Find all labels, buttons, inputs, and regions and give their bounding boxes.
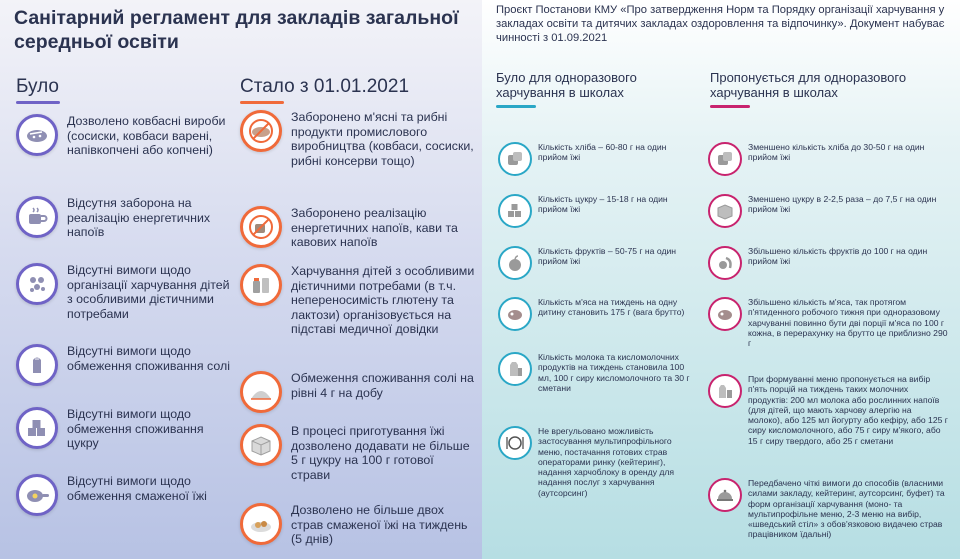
was-item-text: Відсутня заборона на реалізацію енергетичних напоїв bbox=[67, 196, 211, 240]
sugar-cubes-icon bbox=[16, 407, 58, 449]
was-item bbox=[16, 114, 231, 158]
right-was-item-text: Кількість фруктів – 50-75 г на один прийом їжі bbox=[538, 246, 676, 267]
right-was-item bbox=[498, 426, 698, 498]
was-item bbox=[16, 407, 231, 451]
now-item bbox=[240, 503, 475, 547]
right-proposed-item-text: При формуванні меню пропонується на вибір п'ять порцій на тиждень таких молочних продуктів: 200 мл молока або рослинних напоїв (для дітей, що мають харчову алергію на молоко), або 125 мл йогурту або кефіру, або 125 г сиру кисломолочного, або 75 г сиру м'якого, або 15 г сиру твердого, або 25 г сметани bbox=[748, 374, 948, 446]
right-proposed-item bbox=[708, 478, 948, 540]
salt-shaker-icon bbox=[16, 344, 58, 386]
now-header bbox=[240, 76, 409, 104]
frying-pan-icon bbox=[16, 474, 58, 516]
was-item-text: Дозволено ковбасні вироби (сосиски, ковбаси варені, напівкопчені або копчені) bbox=[67, 114, 226, 158]
right-proposed-item-text: Зменшено цукру в 2-2,5 раза – до 7,5 г на один прийом їжі bbox=[748, 194, 937, 215]
right-was-item bbox=[498, 194, 698, 228]
fried-food-icon bbox=[240, 503, 282, 545]
right-proposed-item bbox=[708, 194, 948, 228]
left-title: Санітарний регламент для закладів загальної середньої освіти bbox=[14, 7, 459, 53]
right-was-item bbox=[498, 142, 698, 176]
cloche-icon bbox=[708, 478, 742, 512]
right-proposed-item bbox=[708, 142, 948, 176]
right-was-item-text: Кількість хліба – 60-80 г на один прийом їжі bbox=[538, 142, 667, 163]
sugar-icon bbox=[708, 194, 742, 228]
right-title: Проєкт Постанови КМУ «Про затвердження Норм та Порядку організації харчування у закладах освіти та дитячих закладах оздоровлення та відпочинку». Документ набуває чинності з 01.09.2021 bbox=[496, 4, 945, 44]
right-proposed-label: Пропонується для одноразового харчування в школах bbox=[710, 70, 907, 100]
dairy-icon bbox=[708, 374, 742, 408]
right-proposed-item bbox=[708, 374, 948, 446]
was-header bbox=[16, 76, 60, 104]
was-item bbox=[16, 344, 231, 386]
right-proposed-item-text: Передбачено чіткі вимоги до способів (власними силами закладу, кейтеринг, аутсорсинг, буфет) та форм організації харчування (моно- та мультипрофільне меню, 2-3 меню на вибір, «шведський стіл» з обов'язковою видачею страв працівником їдальні) bbox=[748, 478, 945, 540]
right-proposed-item-text: Збільшено кількість м'яса, так протягом п'ятиденного робочого тижня при одноразовому харчуванні повинно бути дві порції м'яса по 100 г кожна, в перерахунку на брутто це приблизно 290 г bbox=[748, 297, 948, 349]
special-diet-icon bbox=[240, 264, 282, 306]
was-item-text: Відсутні вимоги щодо обмеження споживання цукру bbox=[67, 407, 204, 451]
right-was-header bbox=[496, 70, 676, 108]
right-was-item bbox=[498, 297, 698, 331]
right-proposed-item-text: Зменшено кількість хліба до 30-50 г на один прийом їжі bbox=[748, 142, 925, 163]
right-proposed-item bbox=[708, 246, 948, 280]
coffee-cup-icon bbox=[16, 196, 58, 238]
right-was-item bbox=[498, 246, 698, 280]
now-item bbox=[240, 110, 475, 168]
salt-pile-icon bbox=[240, 371, 282, 413]
was-item bbox=[16, 474, 231, 516]
milk-icon bbox=[498, 352, 532, 386]
sugar-icon bbox=[498, 194, 532, 228]
now-item bbox=[240, 206, 475, 250]
apple-icon bbox=[498, 246, 532, 280]
now-item-text: Заборонено м'ясні та рибні продукти промислового виробництва (ковбаси, сосиски, рибні консерви тощо) bbox=[291, 110, 474, 168]
bread-icon bbox=[498, 142, 532, 176]
right-proposed-header bbox=[710, 70, 910, 108]
right-proposed-underline bbox=[710, 105, 750, 108]
now-item bbox=[240, 424, 475, 482]
meat-icon bbox=[708, 297, 742, 331]
now-label: Стало з 01.01.2021 bbox=[240, 76, 410, 97]
was-item-text: Відсутні вимоги щодо обмеження смаженої їжі bbox=[67, 474, 207, 503]
plate-icon bbox=[498, 426, 532, 460]
right-was-label: Було для одноразового харчування в школах bbox=[496, 70, 637, 100]
right-was-item bbox=[498, 352, 698, 393]
fruits-icon bbox=[708, 246, 742, 280]
allergy-icon bbox=[16, 263, 58, 305]
now-item-text: В процесі приготування їжі дозволено додавати не більше 5 г цукру на 100 г готової страви bbox=[291, 424, 470, 482]
no-coffee-icon bbox=[240, 206, 282, 248]
right-was-item-text: Кількість молока та кисломолочних продуктів на тиждень становила 100 мл, 100 г сиру кисломолочного та 30 г сметани bbox=[538, 352, 690, 393]
now-item bbox=[240, 371, 475, 413]
right-was-item-text: Не врегульовано можливість застосування мультипрофільного меню, постачання готових страв операторами ринку (кейтеринг), надання харчоблоку в оренду для надання послуг з харчування (аутсорсинг) bbox=[538, 426, 675, 498]
was-underline bbox=[16, 101, 60, 104]
now-item-text: Обмеження споживання солі на рівні 4 г на добу bbox=[291, 371, 474, 400]
was-item-text: Відсутні вимоги щодо обмеження споживання солі bbox=[67, 344, 230, 373]
sugar-box-icon bbox=[240, 424, 282, 466]
sausage-icon bbox=[16, 114, 58, 156]
now-item-text: Дозволено не більше двох страв смаженої їжі на тиждень (5 днів) bbox=[291, 503, 468, 547]
now-item-text: Харчування дітей з особливими дієтичними потребами (в т.ч. непереносимість глютену та лактози) організовується на підставі медичної довідки bbox=[291, 264, 475, 337]
right-was-item-text: Кількість м'яса на тиждень на одну дитину становить 175 г (вага брутто) bbox=[538, 297, 685, 318]
right-was-underline bbox=[496, 105, 536, 108]
was-item bbox=[16, 263, 231, 321]
was-item bbox=[16, 196, 231, 240]
right-proposed-item-text: Збільшено кількість фруктів до 100 г на один прийом їжі bbox=[748, 246, 928, 267]
was-item-text: Відсутні вимоги щодо організації харчування дітей з особливими дієтичними потребами bbox=[67, 263, 230, 321]
right-was-item-text: Кількість цукру – 15-18 г на один прийом їжі bbox=[538, 194, 668, 215]
now-underline bbox=[240, 101, 284, 104]
right-proposed-item bbox=[708, 297, 948, 348]
no-sausage-icon bbox=[240, 110, 282, 152]
was-label: Було bbox=[16, 76, 60, 97]
now-item bbox=[240, 264, 475, 337]
now-item-text: Заборонено реалізацію енергетичних напоїв, кави та кавових напоїв bbox=[291, 206, 458, 250]
meat-icon bbox=[498, 297, 532, 331]
bread-icon bbox=[708, 142, 742, 176]
